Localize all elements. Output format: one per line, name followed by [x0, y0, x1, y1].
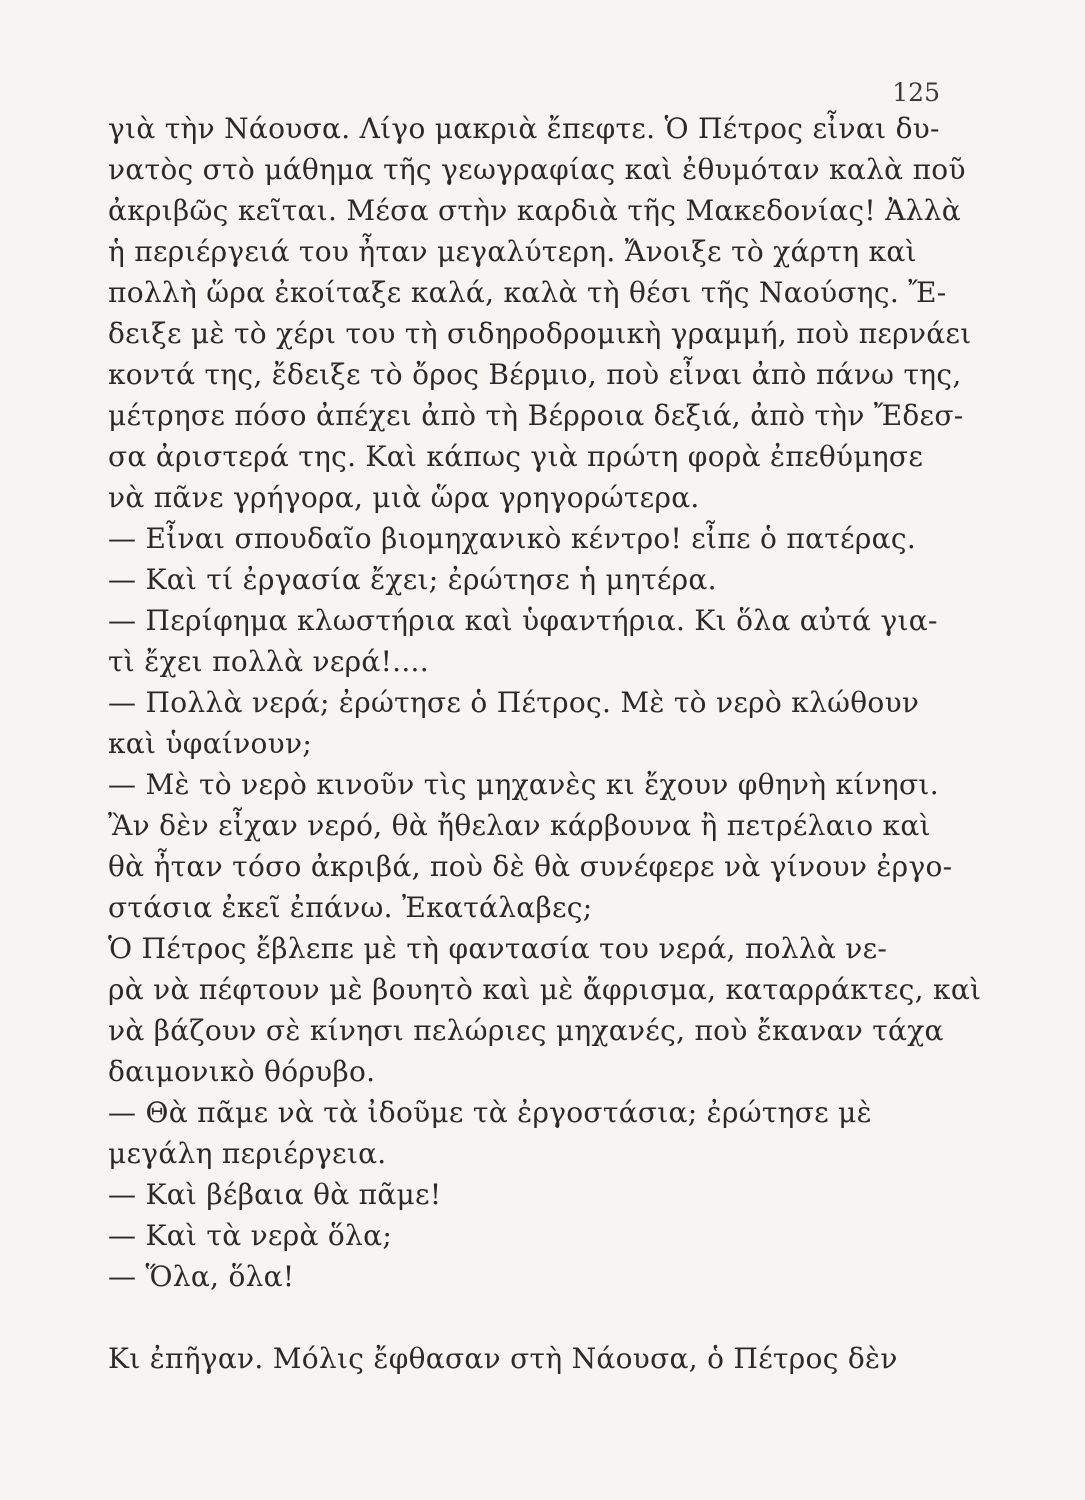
text-line: — Ὅλα, ὅλα! [108, 1260, 295, 1293]
text-line: γιὰ τὴν Νάουσα. Λίγο μακριὰ ἔπεφτε. Ὁ Πέτρος εἶναι δυ- [108, 112, 940, 145]
page-number: 125 [892, 78, 940, 107]
text-line: νατὸς στὸ μάθημα τῆς γεωγραφίας καὶ ἐθυμόταν καλὰ ποῦ [108, 153, 966, 186]
text-line: μεγάλη περιέργεια. [108, 1137, 387, 1170]
text-line: — Μὲ τὸ νερὸ κινοῦν τὶς μηχανὲς κι ἔχουν φθηνὴ κίνησι. [108, 768, 939, 801]
text-line: — Καὶ τί ἐργασία ἔχει; ἐρώτησε ἡ μητέρα. [108, 563, 717, 596]
text-line: νὰ βάζουν σὲ κίνησι πελώριες μηχανές, ποὺ ἔκαναν τάχα [108, 1014, 944, 1047]
text-line: πολλὴ ὥρα ἐκοίταξε καλά, καλὰ τὴ θέσι τῆς Ναούσης. Ἔ- [108, 276, 947, 309]
text-line: Ἂν δὲν εἶχαν νερό, θὰ ἤθελαν κάρβουνα ἢ πετρέλαιο καὶ [108, 809, 931, 842]
text-line: — Θὰ πᾶμε νὰ τὰ ἰδοῦμε τὰ ἐργοστάσια; ἐρώτησε μὲ [108, 1096, 872, 1129]
text-line: σα ἀριστερά της. Καὶ κάπως γιὰ πρώτη φορὰ ἐπεθύμησε [108, 440, 924, 473]
text-line: — Περίφημα κλωστήρια καὶ ὑφαντήρια. Κι ὅλα αὐτά για- [108, 604, 938, 637]
text-line: Ὁ Πέτρος ἔβλεπε μὲ τὴ φαντασία του νερά, πολλὰ νε- [108, 932, 888, 965]
text-line: — Καὶ τὰ νερὰ ὅλα; [108, 1219, 393, 1252]
text-line: καὶ ὑφαίνουν; [108, 727, 313, 760]
text-line: κοντά της, ἔδειξε τὸ ὄρος Βέρμιο, ποὺ εἶναι ἀπὸ πάνω της, [108, 358, 962, 391]
text-line: νὰ πᾶνε γρήγορα, μιὰ ὥρα γρηγορώτερα. [108, 481, 700, 514]
text-line: ἡ περιέργειά του ἦταν μεγαλύτερη. Ἄνοιξε τὸ χάρτη καὶ [108, 235, 917, 268]
text-line: τὶ ἔχει πολλὰ νερά!.... [108, 645, 429, 678]
text-line: δαιμονικὸ θόρυβο. [108, 1055, 376, 1088]
text-line: ρὰ νὰ πέφτουν μὲ βουητὸ καὶ μὲ ἄφρισμα, καταρράκτες, καὶ [108, 973, 982, 1006]
text-line: Κι ἐπῆγαν. Μόλις ἔφθασαν στὴ Νάουσα, ὁ Πέτρος δὲν [108, 1342, 898, 1375]
text-line: — Καὶ βέβαια θὰ πᾶμε! [108, 1178, 442, 1211]
text-line: — Εἶναι σπουδαῖο βιομηχανικὸ κέντρο! εἶπε ὁ πατέρας. [108, 522, 917, 555]
text-line: — Πολλὰ νερά; ἐρώτησε ὁ Πέτρος. Μὲ τὸ νερὸ κλώθουν [108, 686, 920, 719]
text-line: θὰ ἦταν τόσο ἀκριβά, ποὺ δὲ θὰ συνέφερε νὰ γίνουν ἐργο- [108, 850, 953, 883]
text-line: στάσια ἐκεῖ ἐπάνω. Ἐκατάλαβες; [108, 891, 593, 924]
body-text [108, 108, 982, 1379]
text-line: μέτρησε πόσο ἀπέχει ἀπὸ τὴ Βέρροια δεξιά, ἀπὸ τὴν Ἔδεσ- [108, 399, 964, 432]
paragraph-gap [108, 1297, 948, 1338]
text-line: δειξε μὲ τὸ χέρι του τὴ σιδηροδρομικὴ γραμμή, ποὺ περνάει [108, 317, 972, 350]
text-line: ἀκριβῶς κεῖται. Μέσα στὴν καρδιὰ τῆς Μακεδονίας! Ἀλλὰ [108, 194, 961, 227]
